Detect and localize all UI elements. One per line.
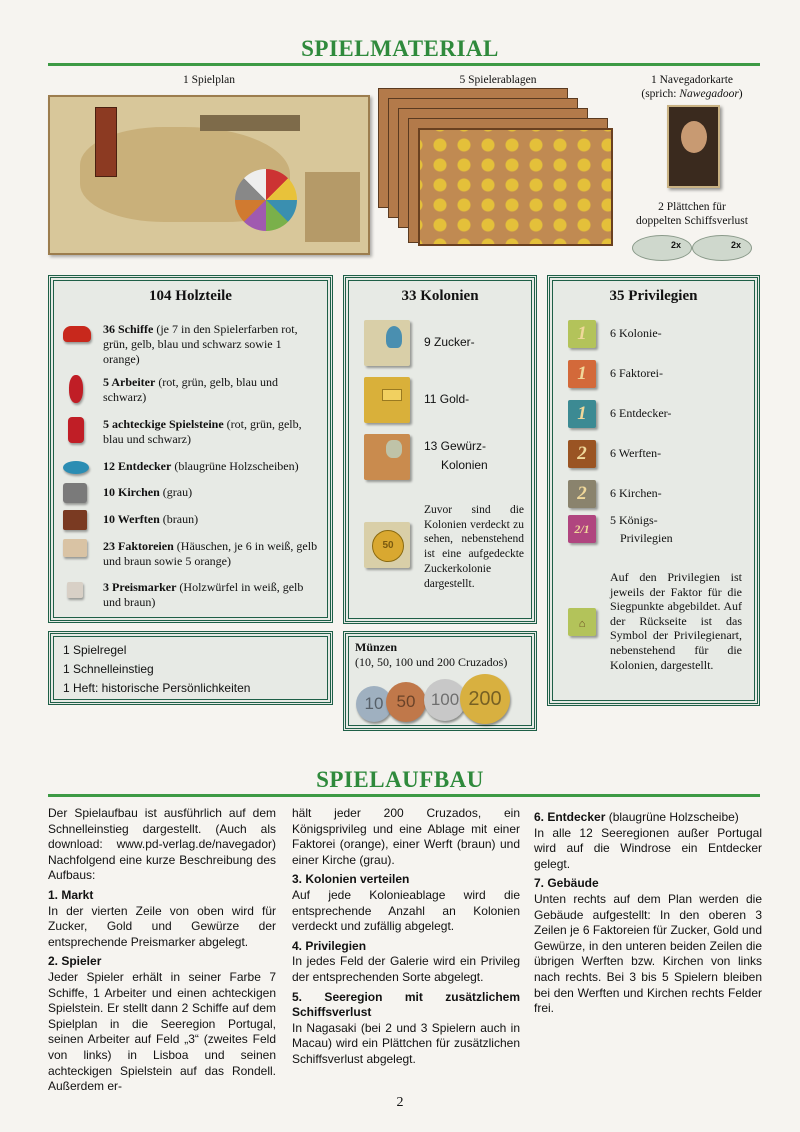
wooden-piece-item: 36 Schiffe (je 7 in den Spielerfarben rot, grün, gelb, blau und schwarz sowie 1 orange) xyxy=(103,322,320,367)
worker-icon xyxy=(69,375,83,403)
royal-privilege-tile: 2/1 xyxy=(568,515,596,543)
quickstart-item: 1 Schnelleinstieg xyxy=(63,662,154,676)
navegador-card-image xyxy=(667,105,720,188)
setup-step-text: Der Spielaufbau ist ausführlich auf dem Schnelleinstieg dargestellt. (Auch als download: www.pd-verlag.de/navegador) Nachfolgend eine kurze Beschreibung des Aufbaus: xyxy=(48,806,276,883)
spice-colony-tile xyxy=(364,434,410,480)
section-title-spielaufbau: SPIELAUFBAU xyxy=(316,767,484,792)
privileges-title: 35 Privilegien xyxy=(609,288,698,304)
loss-tiles-caption: 2 Plättchen für doppelten Schiffsverlust xyxy=(636,201,748,227)
coins-box xyxy=(343,631,537,731)
setup-column-3 xyxy=(534,806,762,1019)
privilege-label: 6 Kirchen- xyxy=(610,486,662,500)
spice-colony-label: Kolonien xyxy=(441,458,488,472)
colony-privilege-back-tile: ⌂ xyxy=(568,608,596,636)
setup-step-heading: 7. Gebäude xyxy=(534,876,599,891)
setup-step-heading: 3. Kolonien verteilen xyxy=(292,872,410,887)
privilege-label: 6 Kolonie- xyxy=(610,326,662,340)
ship-icon xyxy=(63,326,91,342)
coin-100: 100 xyxy=(424,679,466,721)
setup-step-text: hält jeder 200 Cruzados, ein Königsprivileg und eine Ablage mit einer Faktorei (orange), einer Werft (braun) und einer Kirche (grau). xyxy=(292,806,520,867)
wooden-piece-item: 5 Arbeiter (rot, grün, gelb, blau und schwarz) xyxy=(103,375,320,405)
revealed-sugar-colony-tile: 50 xyxy=(364,522,410,568)
privilege-tile: 1 xyxy=(568,400,596,428)
playerboards-caption: 5 Spielerablagen xyxy=(459,74,537,86)
coin-200: 200 xyxy=(460,674,510,724)
explorer-disc-icon xyxy=(63,461,89,474)
wooden-piece-item: 12 Entdecker (blaugrüne Holzscheiben) xyxy=(103,459,320,474)
colonies-box xyxy=(343,275,537,624)
setup-column-2 xyxy=(292,806,520,1070)
coin-50: 50 xyxy=(386,682,426,722)
factory-icon xyxy=(63,539,87,557)
colonies-note: Zuvor sind die Kolonien verdeckt zu sehen, nebenstehend ist eine aufgedeckte Zuckerkolonie dargestellt. xyxy=(424,504,524,590)
ship-loss-tile: 2x xyxy=(692,235,752,261)
setup-column-1 xyxy=(48,806,276,1097)
privilege-tile: 2 xyxy=(568,440,596,468)
wooden-pieces-box xyxy=(48,275,333,623)
setup-step-text: Jeder Spieler erhält in seiner Farbe 7 Schiffe, 1 Arbeiter und einen achteckigen Spielstein. Er stellt dann 2 Schiffe auf dem Spielplan in die Seeregion Portugal, seinen Arbeiter auf Feld „3“ (zweites Feld von links) in Lisboa und seinen achteckigen Spielstein auf das Rondell. Außerdem er- xyxy=(48,969,276,1094)
octagonal-piece-icon xyxy=(68,417,84,443)
setup-step-text: Auf jede Kolonieablage wird die entsprechende Anzahl an Kolonien verdeckt und zufällig abgelegt. xyxy=(292,887,520,934)
coins-title: Münzen xyxy=(355,640,397,654)
privileges-box xyxy=(547,275,760,706)
wooden-piece-item: 10 Kirchen (grau) xyxy=(103,485,320,500)
card-caption: 1 Navegadorkarte (sprich: Nawegadoor) xyxy=(641,74,743,100)
game-board-image xyxy=(48,95,370,255)
ship-loss-tile: 2x xyxy=(632,235,692,261)
coin-10: 10 xyxy=(356,686,392,722)
setup-step-heading: 5. Seeregion mit zusätzlichem Schiffsverlust xyxy=(292,989,520,1020)
royal-privilege-label: 5 Königs- xyxy=(610,513,658,527)
page-number: 2 xyxy=(396,1095,404,1110)
privilege-label: 6 Faktorei- xyxy=(610,366,663,380)
sugar-colony-label: 9 Zucker- xyxy=(424,335,475,349)
personalities-booklet-item: 1 Heft: historische Persönlichkeiten xyxy=(63,681,251,695)
spice-colony-label: 13 Gewürz- xyxy=(424,439,487,453)
setup-step-heading: 6. Entdecker (blaugrüne Holzscheibe) xyxy=(534,810,739,824)
rulebook-item: 1 Spielregel xyxy=(63,643,127,657)
shipyard-icon xyxy=(63,510,87,530)
wooden-piece-item: 23 Faktoreien (Häuschen, je 6 in weiß, gelb und braun sowie 5 orange) xyxy=(103,539,320,569)
sugar-colony-tile xyxy=(364,320,410,366)
setup-step-text: In der vierten Zeile von oben wird für Zucker, Gold und Gewürze der entsprechende Preismarker abgelegt. xyxy=(48,903,276,949)
wooden-pieces-title: 104 Holzteile xyxy=(149,288,232,304)
privilege-label: 6 Werften- xyxy=(610,446,662,460)
coins-subtitle: (10, 50, 100 und 200 Cruzados) xyxy=(355,655,508,669)
title-divider xyxy=(48,794,760,797)
setup-step-heading: 2. Spieler xyxy=(48,954,102,969)
privilege-tile: 1 xyxy=(568,320,596,348)
colonies-title: 33 Kolonien xyxy=(401,288,479,304)
privileges-note: Auf den Privilegien ist jeweils der Faktor für die Siegpunkte abgebildet. Auf der Rückseite ist das Symbol der Privilegienart, nebenstehend für die Kolonien, dargestellt. xyxy=(610,570,742,672)
gold-colony-tile xyxy=(364,377,410,423)
wooden-piece-item: 10 Werften (braun) xyxy=(103,512,320,527)
privilege-label: 6 Entdecker- xyxy=(610,406,672,420)
gold-colony-label: 11 Gold- xyxy=(424,392,470,406)
section-title-spielmaterial: SPIELMATERIAL xyxy=(301,36,499,61)
setup-step-text: In alle 12 Seeregionen außer Portugal wird auf die Windrose ein Entdecker gelegt. xyxy=(534,825,762,871)
church-icon xyxy=(63,483,87,503)
rules-booklets-box xyxy=(48,631,333,705)
privilege-tile: 1 xyxy=(568,360,596,388)
board-caption: 1 Spielplan xyxy=(182,74,236,86)
wooden-piece-item: 5 achteckige Spielsteine (rot, grün, gelb, blau und schwarz) xyxy=(103,417,320,447)
setup-step-text: Unten rechts auf dem Plan werden die Gebäude aufgestellt: In den oberen 3 Zeilen je 6 Faktoreien für Zucker, Gold und Gewürze, in den unteren beiden Zeilen die übrigen Werften bzw. Kirchen von links nach rechts. Bei 3 bis 5 Spielern bleiben bei den Werften und Kirchen rechts Felder frei. xyxy=(534,891,762,1016)
setup-step-text: In Nagasaki (bei 2 und 3 Spielern auch in Macau) wird ein Plättchen für zusätzlichen Schiffsverlust abgelegt. xyxy=(292,1020,520,1066)
setup-step-heading: 1. Markt xyxy=(48,887,94,902)
setup-step-text: In jedes Feld der Galerie wird ein Privileg der entsprechenden Sorte abgelegt. xyxy=(292,954,520,984)
title-divider xyxy=(48,63,760,66)
player-boards-image xyxy=(378,88,618,248)
privilege-tile: 2 xyxy=(568,480,596,508)
price-cube-icon xyxy=(67,582,83,598)
wooden-piece-item: 3 Preismarker (Holzwürfel in weiß, gelb und braun) xyxy=(103,580,320,610)
setup-step-heading: 4. Privilegien xyxy=(292,938,367,953)
royal-privilege-label: Privilegien xyxy=(620,531,673,545)
